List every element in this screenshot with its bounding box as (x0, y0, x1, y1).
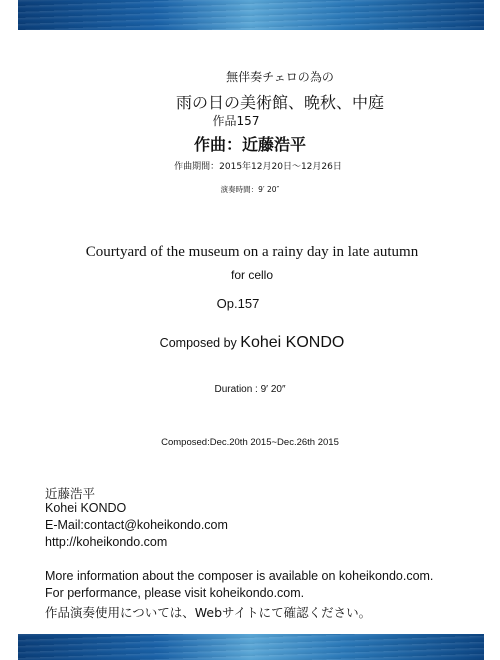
composer-jp: 作曲：近藤浩平 (193, 135, 306, 154)
composed-by (2, 334, 500, 352)
info-line-3: 作品演奏使用については、Webサイトにて確認ください。 (45, 605, 372, 620)
composed-dates-en: Composed:Dec.20th 2015~Dec.26th 2015 (161, 437, 339, 448)
title-en: Courtyard of the museum on a rainy day in late autumn (85, 244, 419, 260)
contact-name-jp: 近藤浩平 (45, 486, 96, 501)
title-jp: 雨の日の美術館、晩秋、中庭 (175, 93, 384, 112)
instrument-en: for cello (230, 268, 274, 282)
composition-period-jp: 作曲期間：2015年12月20日〜12月26日 (174, 162, 342, 172)
composed-by-prefix: Composed by (159, 336, 241, 350)
info-line-2: For performance, please visit koheikondo.com. (45, 586, 305, 600)
subtitle-jp: 無伴奏チェロの為の (226, 70, 334, 84)
bottom-decorative-band (18, 634, 484, 660)
opus-en: Op.157 (216, 296, 260, 311)
contact-url[interactable]: http://koheikondo.com (45, 535, 168, 549)
duration-jp: 演奏時間：9′ 20″ (220, 185, 280, 194)
composer-name-en: Kohei KONDO (240, 334, 345, 351)
contact-name-en: Kohei KONDO (45, 501, 127, 515)
top-decorative-band (18, 0, 484, 30)
info-line-1: More information about the composer is available on koheikondo.com. (45, 569, 434, 583)
duration-en: Duration : 9′ 20″ (214, 384, 286, 395)
contact-email[interactable]: E-Mail:contact@koheikondo.com (45, 518, 228, 532)
opus-jp: 作品157 (212, 114, 260, 128)
